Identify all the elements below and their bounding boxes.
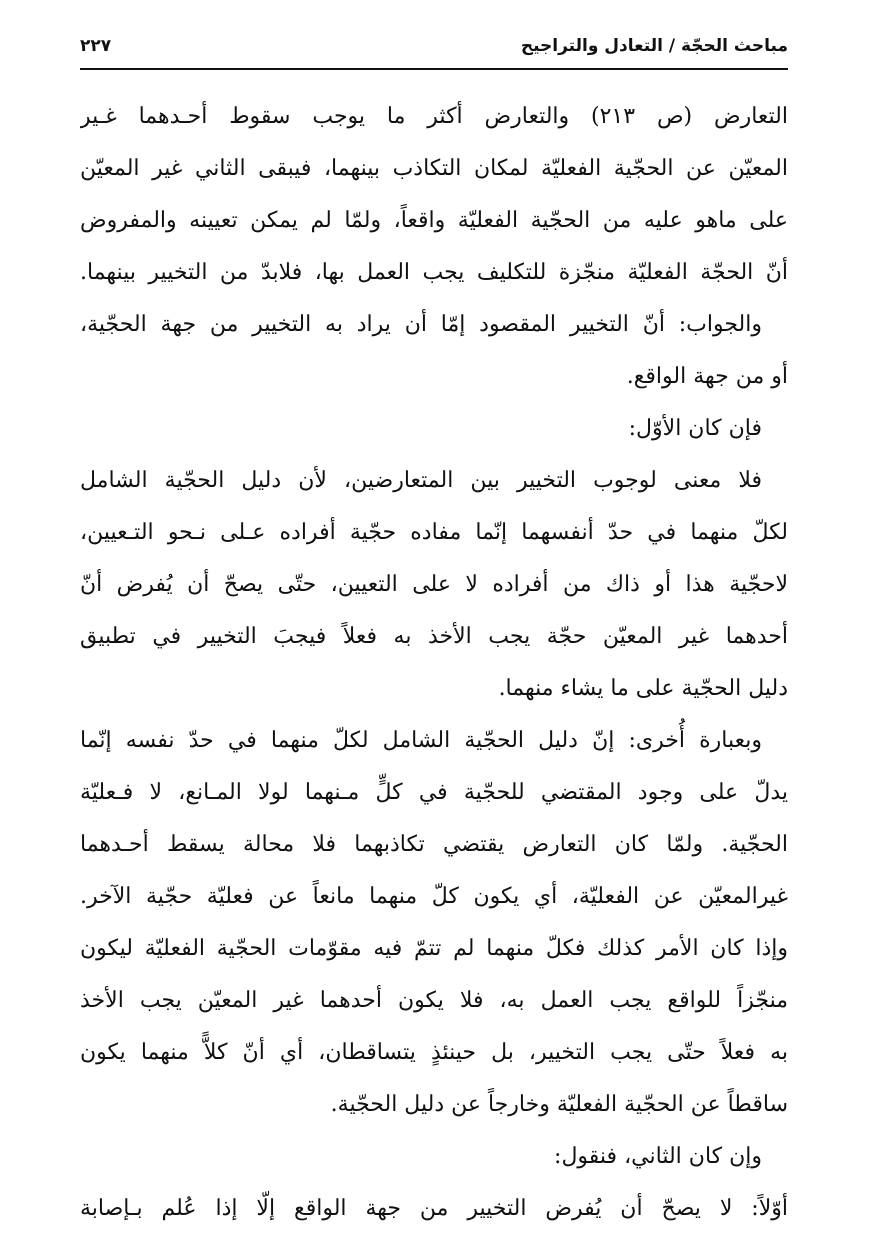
text-line: المعيّن عن الحجّية الفعليّة لمكان التكاذب بينهما، فيبقى الثاني غير المعيّن xyxy=(80,156,788,181)
text-line: به فعلاً حتّى يجب التخيير، بل حينئذٍ يتساقطان، أي أنّ كلاًّ منهما يكون xyxy=(80,1040,788,1065)
text-line: وبعبارة أُخرى: إنّ دليل الحجّية الشامل لكلّ منهما في حدّ نفسه إنّما xyxy=(80,728,762,753)
header-rule xyxy=(80,68,788,70)
text-line: أحدهما غير المعيّن حجّة يجب الأخذ به فعلاً فيجبَ التخيير في تطبيق xyxy=(80,624,788,649)
text-line: أنّ الحجّة الفعليّة منجّزة للتكليف يجب العمل بها، فلابدّ من التخيير بينهما. xyxy=(80,260,788,285)
text-line: لاحجّية هذا أو ذاك من أفراده لا على التعيين، حتّى يصحّ أن يُفرض أنّ xyxy=(80,572,788,597)
text-line: منجّزاً للواقع يجب العمل به، فلا يكون أحدهما غير المعيّن يجب الأخذ xyxy=(80,988,788,1013)
running-head: مباحث الحجّة / التعادل والتراجيح xyxy=(520,36,788,56)
text-line: فإن كان الأوّل: xyxy=(628,416,762,441)
text-line: يدلّ على وجود المقتضي للحجّية في كلٍّ مـنهما لولا المـانع، لا فـعليّة xyxy=(80,780,788,805)
text-line: أو من جهة الواقع. xyxy=(626,364,788,389)
text-line: ساقطاً عن الحجّية الفعليّة وخارجاً عن دليل الحجّية. xyxy=(330,1092,788,1117)
page-number: ٢٢٧ xyxy=(80,36,112,56)
text-line: على ماهو عليه من الحجّية الفعليّة واقعاً، ولمّا لم يمكن تعيينه والمفروض xyxy=(80,208,788,233)
text-line: التعارض (ص ٢١٣) والتعارض أكثر ما يوجب سقوط أحـدهما غـير xyxy=(80,104,788,129)
text-line: وإذا كان الأمر كذلك فكلّ منهما لم تتمّ فيه مقوّمات الحجّية الفعليّة ليكون xyxy=(80,936,788,961)
page-header xyxy=(80,32,788,72)
text-line: فلا معنى لوجوب التخيير بين المتعارضين، لأن دليل الحجّية الشامل xyxy=(80,468,762,493)
text-line: أوّلاً: لا يصحّ أن يُفرض التخيير من جهة الواقع إلّا إذا عُلم بـإصابة xyxy=(80,1196,788,1221)
text-line: والجواب: أنّ التخيير المقصود إمّا أن يراد به التخيير من جهة الحجّية، xyxy=(80,312,762,337)
body-text xyxy=(80,91,788,1241)
text-line: الحجّية. ولمّا كان التعارض يقتضي تكاذبهما فلا محالة يسقط أحـدهما xyxy=(80,832,788,857)
text-line: لكلّ منهما في حدّ أنفسهما إنّما مفاده حجّية أفراده عـلى نـحو التـعيين، xyxy=(80,520,788,545)
text-line: وإن كان الثاني، فنقول: xyxy=(554,1144,762,1169)
text-line: دليل الحجّية على ما يشاء منهما. xyxy=(498,676,788,701)
text-line: غيرالمعيّن عن الفعليّة، أي يكون كلّ منهما مانعاً عن فعليّة حجّية الآخر. xyxy=(80,884,788,909)
